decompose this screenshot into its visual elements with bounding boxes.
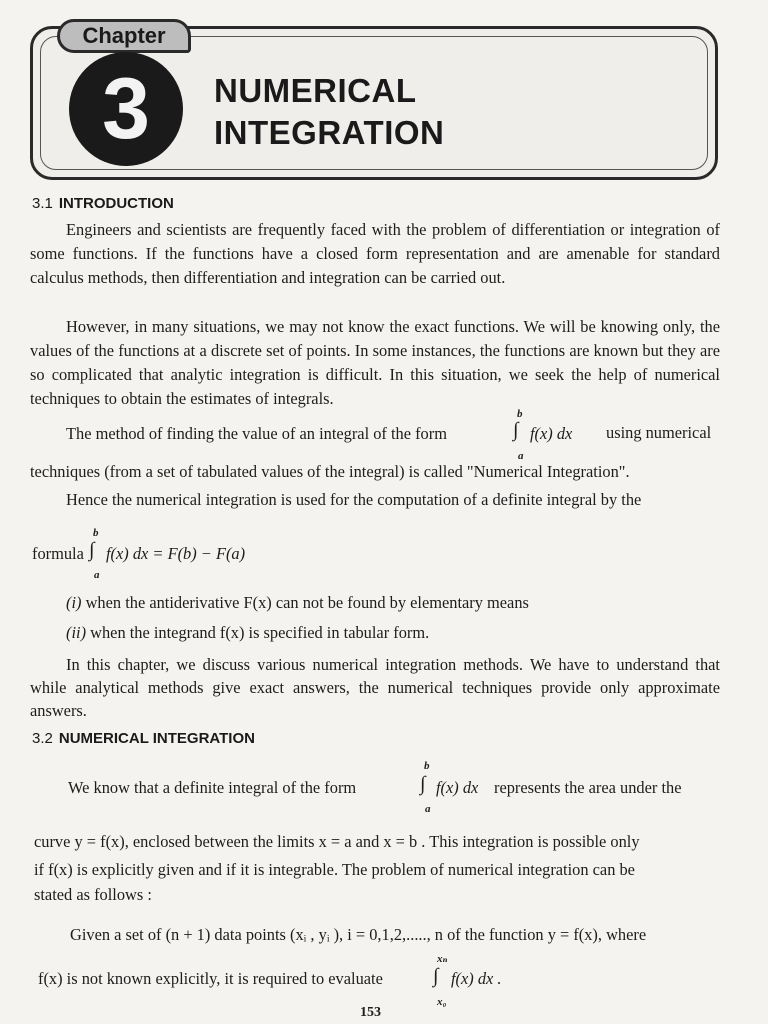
s2-integral-sign: ∫ xyxy=(420,773,426,795)
chapter-title-line2: INTEGRATION xyxy=(214,114,445,151)
intro-paragraph-3-line2: techniques (from a set of tabulated values of the integral) is called "Numerical Integration". xyxy=(30,462,630,481)
intro-paragraph-3-line1 xyxy=(66,424,447,444)
s2-p1-line2: curve y = f(x), enclosed between the limits x = a and x = b . This integration is possible only xyxy=(34,832,640,851)
p3-before-text: The method of finding the value of an integral of the form xyxy=(66,424,447,443)
page-number: 153 xyxy=(360,1005,381,1020)
s2-integral-upper-limit: b xyxy=(424,760,430,772)
section-number: 3.1 xyxy=(32,195,53,212)
list-item-text: when the integrand f(x) is specified in tabular form. xyxy=(90,623,430,642)
list-item xyxy=(66,623,429,643)
integral-integrand: f(x) dx xyxy=(530,424,573,443)
formula-upper-limit: b xyxy=(93,527,99,539)
section-title: NUMERICAL INTEGRATION xyxy=(58,730,255,747)
s2-p2-line1: Given a set of (n + 1) data points (xᵢ , yᵢ ), i = 0,1,2,....., n of the function y = f(x), where xyxy=(70,925,647,944)
list-item-label: (i) xyxy=(66,593,82,612)
chapter-tab-label: Chapter xyxy=(57,19,191,53)
s2-p1-line4: stated as follows : xyxy=(34,885,152,904)
intro-paragraph-5 xyxy=(30,653,720,722)
section-number: 3.2 xyxy=(32,730,53,747)
s2-integral-lower-limit: a xyxy=(425,803,431,815)
integral-upper-limit: b xyxy=(517,408,523,420)
integral-lower-limit: a xyxy=(518,450,524,462)
list-item xyxy=(66,593,529,613)
intro-paragraph-2 xyxy=(30,315,720,411)
section-title: INTRODUCTION xyxy=(58,195,174,212)
p3-after-text: using numerical xyxy=(606,423,712,442)
s2-p1-after: represents the area under the xyxy=(494,778,682,797)
intro-paragraph-4: Hence the numerical integration is used for the computation of a definite integral by the xyxy=(66,490,642,509)
intro-paragraph-1 xyxy=(30,218,720,290)
intro-paragraph-1-text: Engineers and scientists are frequently faced with the problem of differentiation or integration of some functions. If the functions have a closed form representation and are amenable for standard calculus methods, then differentiation and integration can be carried out. xyxy=(30,220,720,287)
list-item-text: when the antiderivative F(x) can not be found by elementary means xyxy=(85,593,529,612)
list-item-label: (ii) xyxy=(66,623,87,642)
s2-eval-lower-limit: x₀ xyxy=(437,996,447,1008)
intro-paragraph-5-text: In this chapter, we discuss various numerical integration methods. We have to understand that while analytical methods give exact answers, the numerical techniques provide only approximate answers. xyxy=(30,655,720,720)
s2-p1-line3: if f(x) is explicitly given and if it is integrable. The problem of numerical integration can be xyxy=(34,860,635,879)
formula-lower-limit: a xyxy=(94,569,100,581)
s2-eval-integral-sign: ∫ xyxy=(433,965,439,987)
s2-eval-integrand: f(x) dx . xyxy=(451,969,502,988)
formula-integral-sign: ∫ xyxy=(89,539,95,561)
chapter-title xyxy=(214,70,534,154)
section-heading-numerical-integration xyxy=(32,730,255,747)
s2-eval-upper-limit: xₙ xyxy=(437,953,448,965)
s2-p2-line2-before: f(x) is not known explicitly, it is required to evaluate xyxy=(38,969,383,988)
chapter-number-badge: 3 xyxy=(69,52,183,166)
s2-p1-before: We know that a definite integral of the form xyxy=(68,778,357,797)
chapter-title-line1: NUMERICAL xyxy=(214,72,417,109)
intro-paragraph-2-text: However, in many situations, we may not know the exact functions. We will be knowing only, the values of the functions at a discrete set of points. In some instances, the functions are known but they are so complicated that analytic integration is difficult. In this situation, we seek the help of numerical techniques to obtain the estimates of integrals. xyxy=(30,317,720,408)
section-heading-introduction xyxy=(32,195,174,212)
s2-integrand: f(x) dx xyxy=(436,778,479,797)
formula-expression: f(x) dx = F(b) − F(a) xyxy=(106,544,246,563)
integral-sign: ∫ xyxy=(513,419,519,441)
formula-label: formula xyxy=(32,544,84,563)
